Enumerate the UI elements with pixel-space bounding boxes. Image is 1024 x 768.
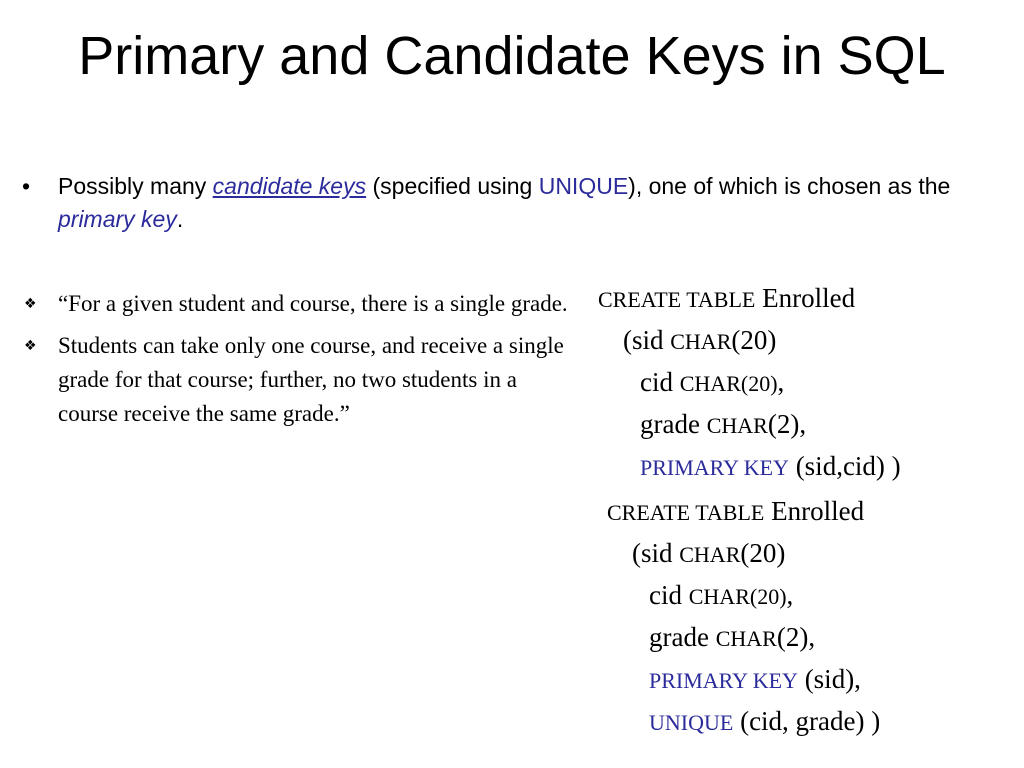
code-text: (sid (632, 538, 680, 568)
sql-code-block-2 (607, 491, 880, 743)
code-text: grade (640, 409, 707, 439)
code-line (598, 404, 901, 446)
candidate-keys-term: candidate keys (212, 173, 367, 199)
sql-keyword-blue: PRIMARY KEY (649, 668, 798, 693)
list-item-text: Students can take only one course, and receive a single grade for that course; further, no two students in a course receive the same grade.” (58, 333, 564, 426)
code-text: (sid (623, 325, 671, 355)
code-line (598, 320, 901, 362)
sql-keyword: CREATE TABLE (607, 500, 765, 525)
bullet-mid1: (specified using (366, 173, 539, 199)
code-text: (sid), (797, 664, 861, 694)
code-line (607, 701, 880, 743)
quote-list (22, 287, 582, 439)
bullet-prefix: Possibly many (58, 173, 213, 199)
code-text: (20) (731, 325, 777, 355)
sql-keyword: CHAR(20) (679, 371, 778, 396)
code-line (607, 659, 880, 701)
sql-keyword: CHAR (670, 329, 732, 354)
sql-code-block-1 (598, 278, 901, 488)
code-line (598, 362, 901, 404)
sql-keyword: CHAR (715, 626, 777, 651)
code-line (598, 446, 901, 488)
code-line (598, 278, 901, 320)
list-item (22, 287, 582, 321)
bullet-marker: • (22, 173, 31, 199)
code-text: , (786, 580, 794, 610)
code-text: , (777, 367, 785, 397)
code-line (607, 533, 880, 575)
code-text: cid (640, 367, 680, 397)
code-line (607, 491, 880, 533)
unique-keyword: UNIQUE (538, 173, 629, 199)
sql-keyword-blue: PRIMARY KEY (640, 455, 789, 480)
code-text: Enrolled (764, 496, 865, 526)
code-text: (20) (740, 538, 786, 568)
primary-key-term: primary key (58, 206, 177, 232)
diamond-bullet-icon: ❖ (24, 338, 37, 354)
slide-title: Primary and Candidate Keys in SQL (78, 26, 946, 86)
sql-keyword: CHAR (679, 542, 741, 567)
code-text: Enrolled (755, 283, 856, 313)
sql-keyword: CHAR (706, 413, 768, 438)
code-text: cid (649, 580, 689, 610)
code-text: (2), (776, 622, 816, 652)
sql-keyword: CHAR(20) (688, 584, 787, 609)
main-bullet-text (58, 170, 978, 236)
list-item (22, 329, 582, 431)
code-text: grade (649, 622, 716, 652)
code-text: (sid,cid) ) (788, 451, 901, 481)
code-line (607, 617, 880, 659)
bullet-suffix: . (176, 206, 184, 232)
bullet-mid2: ), one of which is chosen as the (628, 173, 951, 199)
sql-keyword-blue: UNIQUE (649, 710, 734, 735)
code-text: (2), (767, 409, 807, 439)
diamond-bullet-icon: ❖ (24, 296, 37, 312)
code-text: (cid, grade) ) (733, 706, 881, 736)
code-line (607, 575, 880, 617)
list-item-text: “For a given student and course, there is a single grade. (58, 291, 568, 316)
sql-keyword: CREATE TABLE (598, 287, 756, 312)
